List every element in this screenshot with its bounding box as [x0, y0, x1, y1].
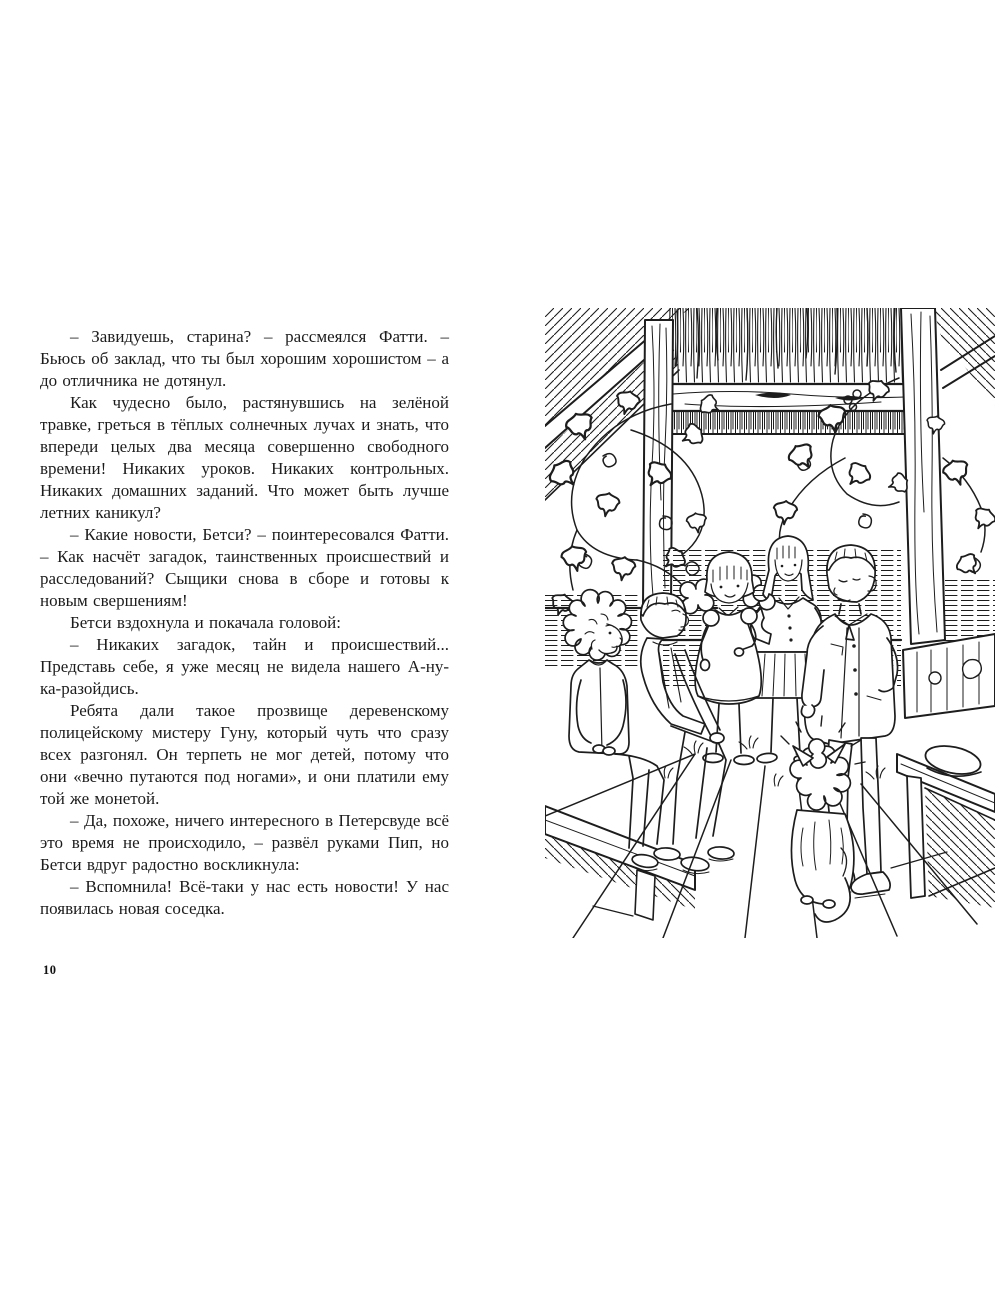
paragraph: – Завидуешь, старина? – рассмеялся Фатти. – Бьюсь об заклад, что ты был хорошим хорошистом – а до отличника не дотянул.	[40, 327, 449, 390]
paragraph: – Да, похоже, ничего интересного в Петерсвуде всё это время не происходило, – развёл руками Пип, но Бетси вдруг радостно воскликнула:	[40, 811, 449, 874]
story-text	[40, 326, 449, 920]
paragraph: Ребята дали такое прозвище деревенскому полицейскому мистеру Гуну, который чуть что сразу всех разгонял. Он терпеть не мог детей, потому что они «вечно путаются под ногами», и они платили ему той же монетой.	[40, 701, 449, 808]
page-number: 10	[43, 963, 57, 977]
paragraph: – Никаких загадок, тайн и происшествий... Представь себе, я уже месяц не видела нашего А-ну-ка-разойдись.	[40, 635, 449, 698]
right-bench	[897, 634, 995, 908]
left-bench	[545, 806, 695, 920]
paragraph: – Вспомнила! Всё-таки у нас есть новости! У нас появилась новая соседка.	[40, 877, 449, 918]
paragraph: Как чудесно было, растянувшись на зелёной травке, греться в тёплых солнечных лучах и знать, что впереди целых два месяца совершенно свободного времени! Никаких уроков. Никаких контрольных. Никаких домашних заданий. Что может быть лучше летних каникул?	[40, 393, 449, 522]
gazebo-illustration	[545, 308, 995, 940]
paragraph: Бетси вздохнула и покачала головой:	[70, 613, 342, 632]
dog	[790, 739, 854, 922]
right-post	[901, 308, 945, 644]
paragraph: – Какие новости, Бетси? – поинтересовался Фатти. – Как насчёт загадок, таинственных происшествий и расследований? Сыщики снова в сборе и готовы к новым свершениям!	[40, 525, 449, 610]
